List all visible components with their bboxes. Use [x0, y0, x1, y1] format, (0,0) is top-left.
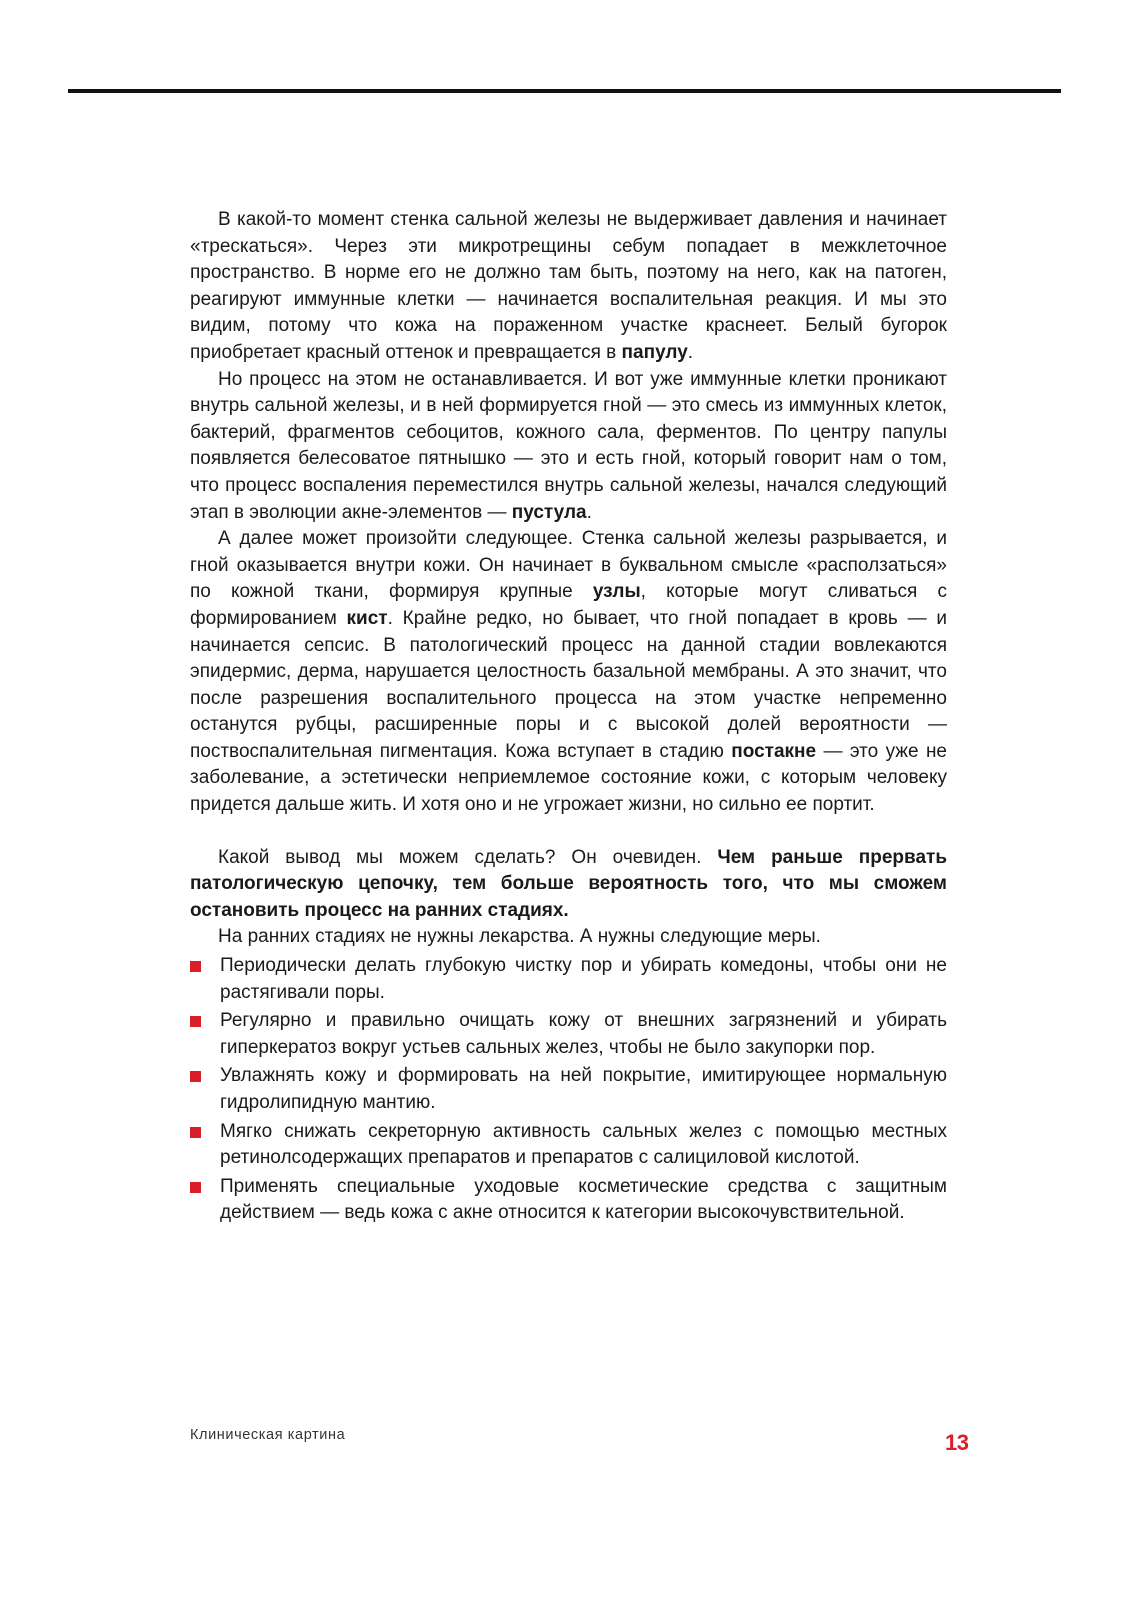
list-item — [162, 1174, 947, 1227]
list-item — [162, 1008, 947, 1061]
paragraph-tail: . — [687, 341, 694, 363]
paragraph-text: Какой вывод мы можем сделать? Он очевиден. — [218, 846, 718, 868]
square-bullet-icon — [190, 1071, 201, 1082]
paragraph-papule — [190, 207, 947, 367]
square-bullet-icon — [190, 1016, 201, 1027]
conclusion-emphasis: Чем раньше прервать патологическую цепочку, тем больше вероятность того, что мы сможем остановить процесс на ранних стадиях. — [190, 846, 948, 921]
square-bullet-icon — [190, 1182, 201, 1193]
paragraph-text: . Крайне редко, но бывает, что гной попадает в кровь — и начинается сепсис. В патологический процесс на данной стадии вовлекаются эпидермис, дерма, нарушается целостность базальной мембраны. А это значит, что после разрешения воспалительного процесса на этом участке непременно останутся рубцы, расширенные поры и с высокой долей вероятности — поствоспалительная пигментация. Кожа вступает в стадию — [190, 607, 947, 762]
list-item-text: Регулярно и правильно очищать кожу от внешних загрязнений и убирать гиперкератоз вокруг устьев сальных желез, чтобы не было закупорки пор. — [220, 1010, 947, 1058]
paragraph-conclusion — [190, 845, 947, 925]
list-item-text: Увлажнять кожу и формировать на ней покрытие, имитирующее нормальную гидролипидную мантию. — [220, 1065, 947, 1113]
paragraph-text: , которые могут сливаться с формированием — [190, 581, 948, 629]
paragraph-text: В какой-то момент стенка сальной железы не выдерживает давления и начинает «трескаться». Через эти микротрещины себум попадает в межклеточное пространство. В норме его не должно там быть, поэтому на него, как на патоген, реагируют иммунные клетки — начинается воспалительная реакция. И мы это видим, потому что кожа на пораженном участке краснеет. Белый бугорок приобретает красный оттенок и превращается в — [190, 209, 947, 363]
term-postacne: постакне — [731, 740, 817, 762]
square-bullet-icon — [190, 961, 201, 972]
term-pustule: пустула — [511, 501, 587, 523]
paragraph-pustule — [190, 367, 947, 527]
list-item-text: Периодически делать глубокую чистку пор и убирать комедоны, чтобы они не растягивали поры. — [220, 955, 947, 1003]
page-content — [190, 207, 947, 1227]
paragraph-nodes-cysts — [190, 526, 947, 819]
running-footer-title: Клиническая картина — [190, 1427, 346, 1443]
page-number: 13 — [945, 1430, 969, 1455]
measures-list — [190, 953, 947, 1227]
term-nodes: узлы — [592, 581, 641, 603]
list-item-text: Применять специальные уходовые косметические средства с защитным действием — ведь кожа с акне относится к категории высокочувствительной. — [220, 1175, 947, 1224]
list-item-text: Мягко снижать секреторную активность сальных желез с помощью местных ретинолсодержащих препаратов и препаратов с салициловой кислотой. — [220, 1120, 947, 1169]
paragraph-tail: . — [586, 501, 592, 523]
term-papule: папулу — [621, 341, 688, 363]
paragraph-text: — это уже не заболевание, а эстетически неприемлемое состояние кожи, с которым человеку придется дальше жить. И хотя оно и не угрожает жизни, но сильно ее портит. — [190, 740, 947, 816]
paragraph-measures-intro: На ранних стадиях не нужны лекарства. А нужны следующие меры. — [218, 926, 821, 948]
list-item — [162, 1119, 947, 1172]
list-item — [162, 953, 947, 1006]
paragraph-text: Но процесс на этом не останавливается. И вот уже иммунные клетки проникают внутрь сальной железы, и в ней формируется гной — это смесь из иммунных клеток, бактерий, фрагментов себоцитов, кожного сала, ферментов. По центру папулы появляется белесоватое пятнышко — это и есть гной, который говорит нам о том, что процесс воспаления переместился внутрь сальной железы, начался следующий этап в эволюции акне-элементов — — [190, 368, 947, 523]
term-cysts: кист — [346, 607, 388, 629]
top-rule — [68, 89, 1061, 93]
square-bullet-icon — [190, 1127, 201, 1138]
paragraph-text: А далее может произойти следующее. Стенка сальной железы разрывается, и гной оказывается внутри кожи. Он начинает в буквальном смысле «расползаться» по кожной ткани, формируя крупные — [190, 528, 947, 603]
list-item — [162, 1063, 947, 1116]
